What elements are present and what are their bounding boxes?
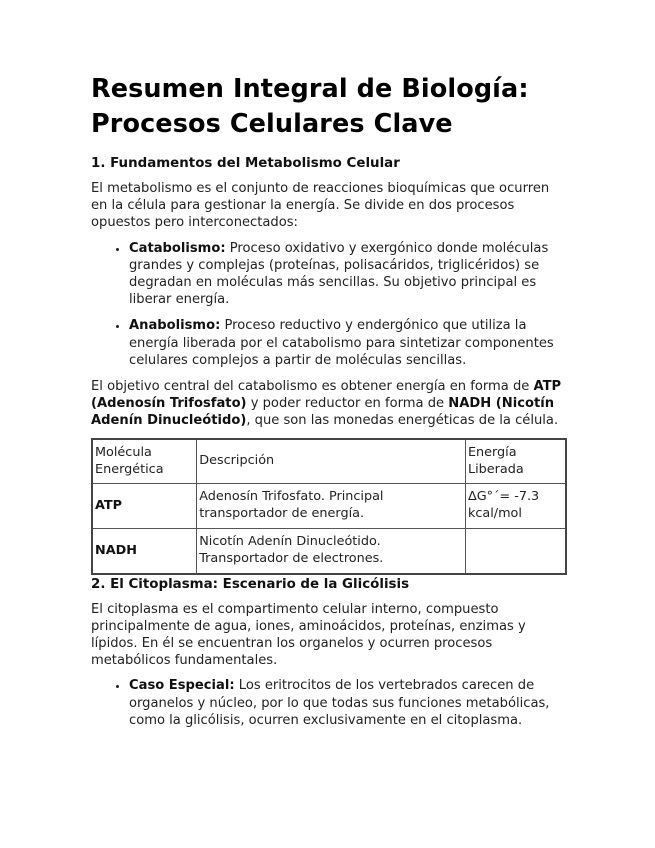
section-2-intro: El citoplasma es el compartimento celular interno, compuesto principalmente de agua, iones, aminoácidos, proteínas, enzimas y lípidos. En él se encuentran los organelos y ocurren procesos metabólicos fundamentales. xyxy=(91,601,526,669)
section-2-bullet-list xyxy=(91,677,569,729)
table-header-cell: Energía Liberada xyxy=(465,439,566,484)
table-cell-energy: ΔG°´= -7.3 kcal/mol xyxy=(465,483,566,528)
bullet-text: Los eritrocitos de los vertebrados carecen de organelos y núcleo, por lo que todas sus funciones metabólicas, como la glicólisis, ocurren exclusivamente en el citoplasma. xyxy=(129,678,550,728)
section-1-heading: 1. Fundamentos del Metabolismo Celular xyxy=(91,156,400,171)
table-header-row xyxy=(92,439,566,484)
table-header-cell: Descripción xyxy=(197,439,466,484)
atp-term: ATP (Adenosín Trifosfato) xyxy=(91,379,562,412)
bullet-text: Proceso reductivo y endergónico que utiliza la energía liberada por el catabolismo para sintetizar componentes celulares complejos a partir de moléculas sencillas. xyxy=(129,318,554,368)
table-cell-molecule: NADH xyxy=(92,528,197,574)
section-2-heading: 2. El Citoplasma: Escenario de la Glicólisis xyxy=(91,576,410,592)
bullet-caso-especial xyxy=(129,677,569,729)
table-row xyxy=(92,528,566,574)
bullet-catabolismo xyxy=(129,240,569,309)
section-1-paragraph-2 xyxy=(91,378,569,430)
nadh-term: NADH (Nicotín Adenín Dinucleótido) xyxy=(91,396,555,429)
paragraph-text: , que son las monedas energéticas de la célula. xyxy=(246,413,559,429)
table-cell-description: Adenosín Trifosfato. Principal transportador de energía. xyxy=(197,483,466,528)
energy-molecules-table xyxy=(91,438,567,575)
table-row xyxy=(92,483,566,528)
section-1-intro: El metabolismo es el conjunto de reacciones bioquímicas que ocurren en la célula para gestionar la energía. Se divide en dos procesos opuestos pero interconectados: xyxy=(91,181,550,231)
document-title: Resumen Integral de Biología: Procesos Celulares Clave xyxy=(91,74,529,139)
bullet-term: Caso Especial: xyxy=(129,678,235,694)
bullet-term: Anabolismo: xyxy=(129,318,221,334)
table-cell-molecule: ATP xyxy=(92,483,197,528)
bullet-text: Proceso oxidativo y exergónico donde moléculas grandes y complejas (proteínas, polisacáridos, triglicéridos) se degradan en moléculas más sencillas. Su objetivo principal es liberar energía. xyxy=(129,240,549,308)
document-page xyxy=(91,72,569,738)
table-cell-energy xyxy=(465,528,566,574)
paragraph-text: El objetivo central del catabolismo es obtener energía en forma de xyxy=(91,379,534,395)
bullet-term: Catabolismo: xyxy=(129,240,226,256)
bullet-anabolismo xyxy=(129,317,569,369)
table-header-cell: Molécula Energética xyxy=(92,439,197,484)
section-1-bullet-list xyxy=(91,240,569,369)
table-cell-description: Nicotín Adenín Dinucleótido. Transportador de electrones. xyxy=(197,528,466,574)
paragraph-text: y poder reductor en forma de xyxy=(246,396,449,412)
